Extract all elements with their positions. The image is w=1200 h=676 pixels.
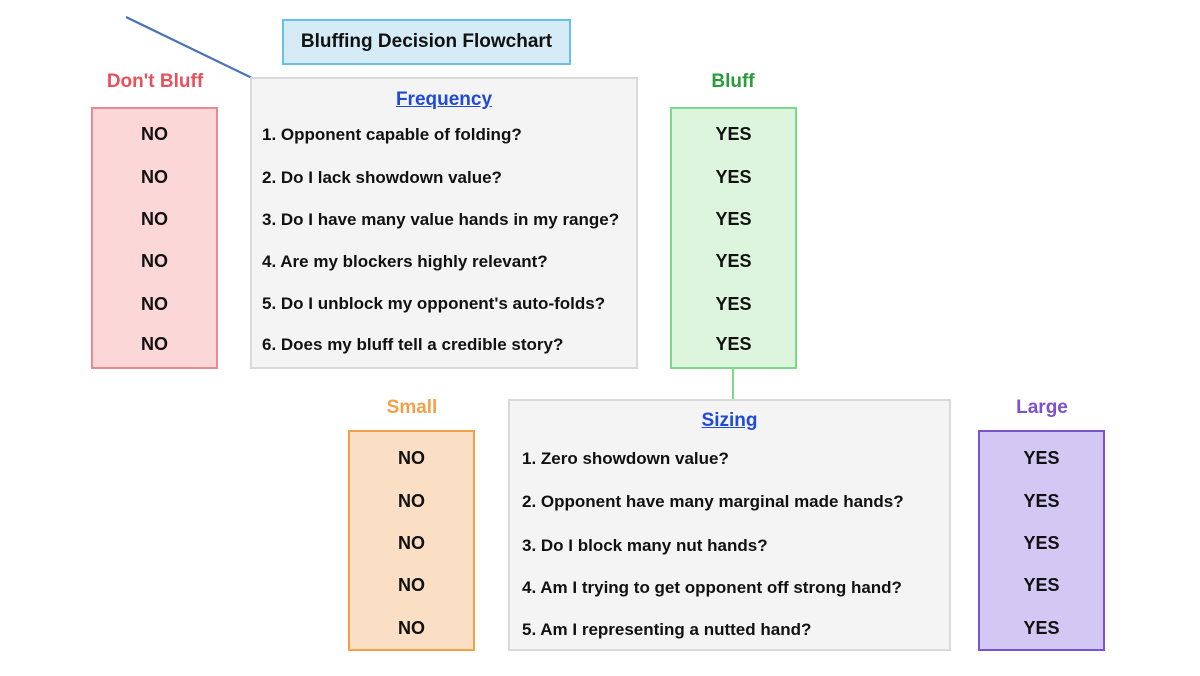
dont-bluff-column [91, 107, 218, 369]
frequency-question: 6. Does my bluff tell a credible story? [262, 335, 564, 354]
frequency-heading: Frequency [395, 89, 493, 110]
frequency-question: 3. Do I have many value hands in my range? [262, 210, 620, 229]
no-answer: NO [141, 294, 168, 314]
yes-answer: YES [715, 209, 752, 229]
frequency-questions-box [250, 77, 638, 369]
no-answer: NO [141, 167, 168, 187]
frequency-question: 4. Are my blockers highly relevant? [262, 252, 548, 271]
dont-bluff-header: Don't Bluff [106, 71, 204, 92]
no-answer: NO [398, 448, 425, 468]
yes-answer: YES [715, 167, 752, 187]
no-answer: NO [398, 491, 425, 511]
sizing-question: 2. Opponent have many marginal made hands? [522, 492, 904, 511]
yes-answer: YES [715, 294, 752, 314]
no-answer: NO [141, 334, 168, 354]
sizing-question: 3. Do I block many nut hands? [522, 536, 768, 555]
yes-answer: YES [1023, 533, 1060, 553]
sizing-question: 5. Am I representing a nutted hand? [522, 620, 812, 639]
large-column [978, 430, 1105, 651]
no-answer: NO [141, 251, 168, 271]
sizing-question: 4. Am I trying to get opponent off strong hand? [522, 578, 902, 597]
no-answer: NO [141, 209, 168, 229]
small-column [348, 430, 475, 651]
sizing-question: 1. Zero showdown value? [522, 449, 729, 468]
flowchart-title: Bluffing Decision Flowchart [282, 19, 571, 65]
small-header: Small [386, 397, 438, 418]
yes-answer: YES [1023, 491, 1060, 511]
yes-answer: YES [1023, 448, 1060, 468]
large-header: Large [1016, 397, 1068, 418]
yes-answer: YES [715, 251, 752, 271]
no-answer: NO [398, 618, 425, 638]
bluff-header: Bluff [711, 71, 755, 92]
frequency-question: 1. Opponent capable of folding? [262, 125, 522, 144]
bluff-column [670, 107, 797, 369]
frequency-question: 5. Do I unblock my opponent's auto-folds? [262, 294, 606, 313]
frequency-question: 2. Do I lack showdown value? [262, 168, 502, 187]
yes-answer: YES [715, 334, 752, 354]
no-answer: NO [398, 575, 425, 595]
sizing-questions-box [508, 399, 951, 651]
yes-answer: YES [1023, 618, 1060, 638]
no-answer: NO [398, 533, 425, 553]
yes-answer: YES [1023, 575, 1060, 595]
sizing-heading: Sizing [701, 410, 758, 431]
no-answer: NO [141, 124, 168, 144]
yes-answer: YES [715, 124, 752, 144]
